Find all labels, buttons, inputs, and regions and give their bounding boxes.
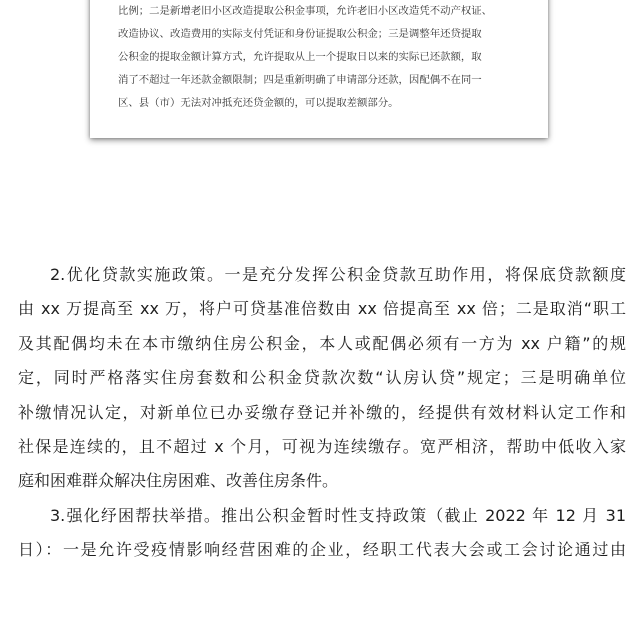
callout-line: 比例；二是新增老旧小区改造提取公积金事项，允许老旧小区改造凭不动产权证、 — [118, 5, 493, 17]
document-body — [0, 258, 640, 568]
paragraph-line: 由 xx 万提高至 xx 万，将户可贷基准倍数由 xx 倍提高至 xx 倍；二是取消“职工 — [18, 299, 626, 319]
policy-callout-box — [90, 0, 548, 138]
paragraph-2-heading-line: 2.优化贷款实施政策。一是充分发挥公积金贷款互助作用，将保底贷款额度 — [50, 265, 626, 284]
paragraph-line: 社保是连续的，且不超过 x 个月，可视为连续缴存。宽严相济，帮助中低收入家 — [18, 437, 626, 457]
callout-line: 消了不超过一年还款金额限制；四是重新明确了申请部分还款，因配偶不在同一 — [118, 74, 482, 86]
paragraph-line: 补缴情况认定，对新单位已办妥缴存登记并补缴的，经提供有效材料认定工作和 — [18, 402, 626, 422]
paragraph-line: 及其配偶均未在本市缴纳住房公积金，本人或配偶必须有一方为 xx 户籍”的规 — [18, 333, 626, 353]
callout-line: 区、县（市）无法对冲抵充还贷金额的，可以提取差额部分。 — [118, 97, 399, 109]
paragraph-line: 日）：一是允许受疫情影响经营困难的企业，经职工代表大会或工会讨论通过由 — [18, 540, 626, 560]
paragraph-last-line: 庭和困难群众解决住房困难、改善住房条件。 — [18, 471, 339, 491]
callout-line: 改造协议、改造费用的实际支付凭证和身份证提取公积金；三是调整年还贷提取 — [118, 28, 482, 40]
paragraph-3-heading-line: 3.强化纾困帮扶举措。推出公积金暂时性支持政策（截止 2022 年 12 月 31 — [50, 505, 626, 525]
paragraph-line: 定，同时严格落实住房套数和公积金贷款次数“认房认贷”规定；三是明确单位 — [18, 368, 626, 388]
callout-line: 公积金的提取金额计算方式，允许提取从上一个提取日以来的实际已还款额，取 — [118, 51, 482, 63]
